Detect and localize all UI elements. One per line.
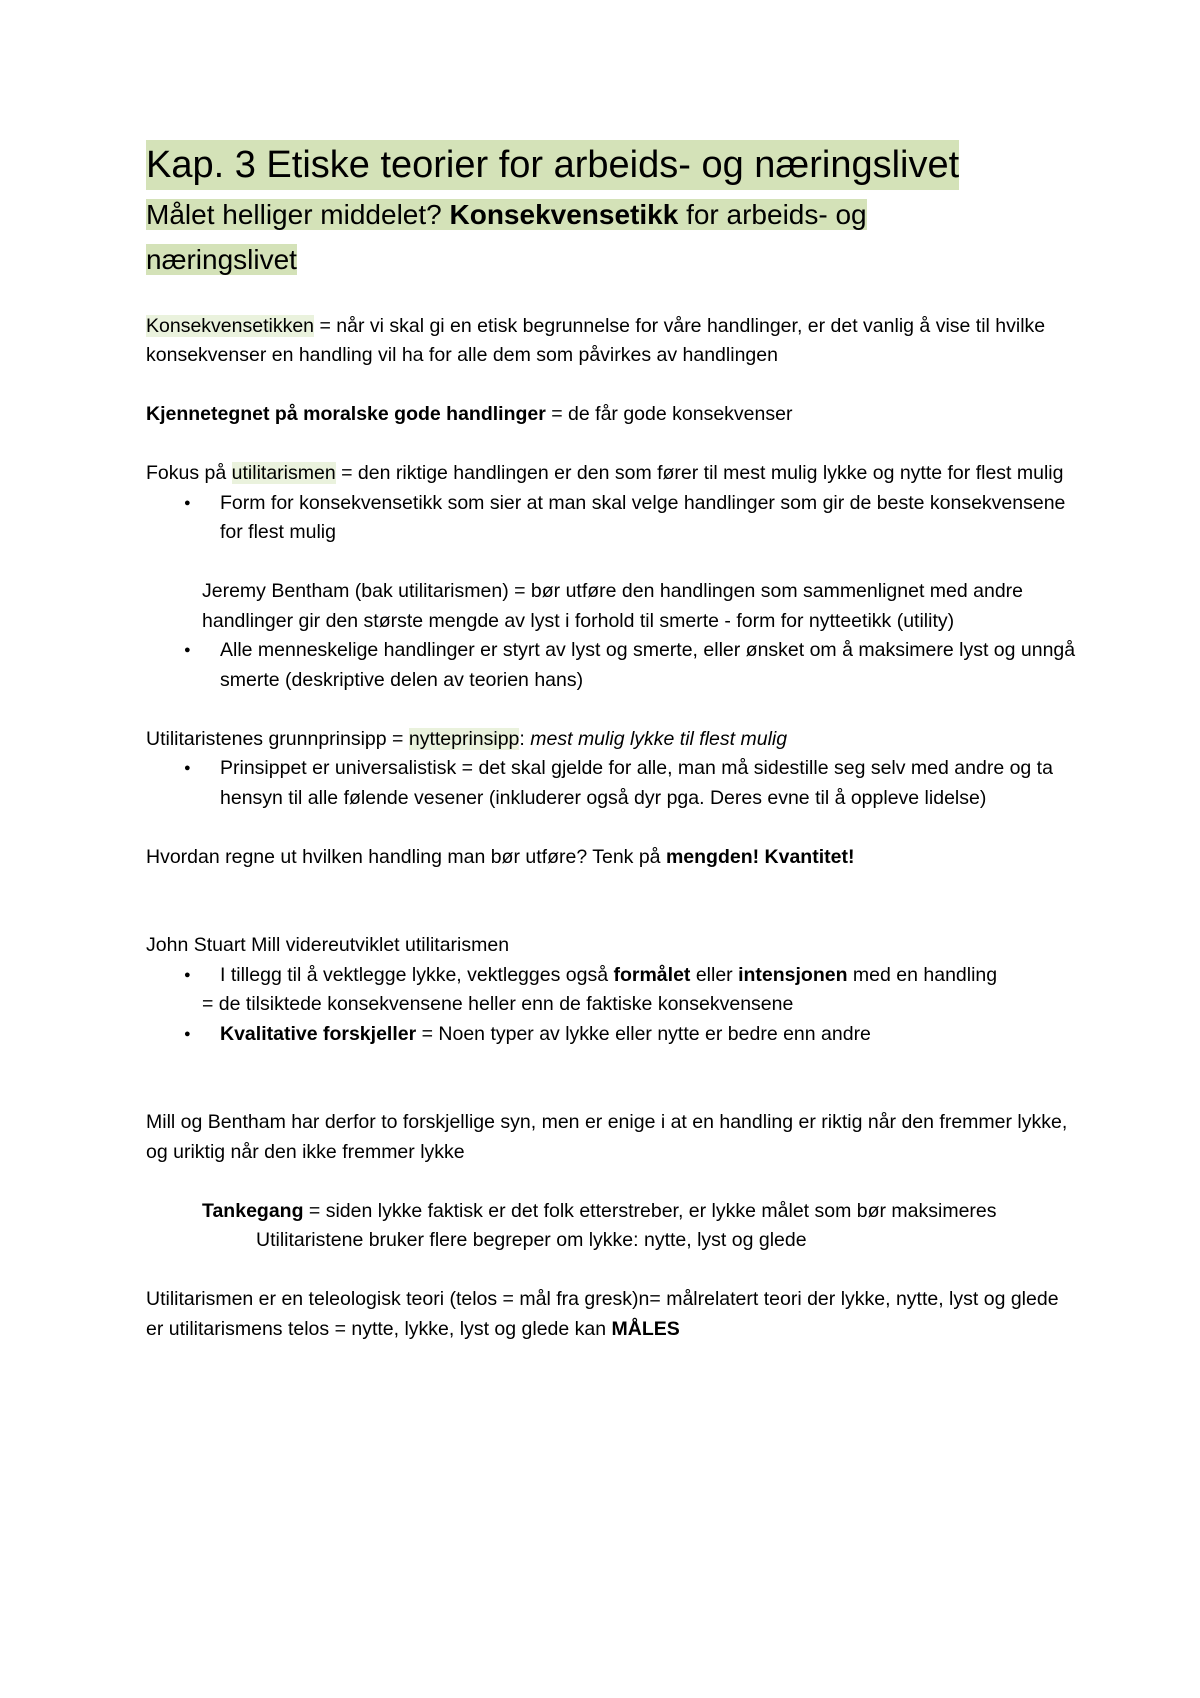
page-subtitle: Målet helliger middelet? Konsekvensetikk for arbeids- og næringslivet [146, 199, 867, 275]
term-nytteprinsipp: nytteprinsipp [408, 727, 520, 750]
list-item: ● Form for konsekvensetikk som sier at man skal velge handlinger som gir de beste konsekvensene for flest mulig [146, 489, 1076, 548]
paragraph-grunnprinsipp: Utilitaristenes grunnprinsipp = nytteprinsipp: mest mulig lykke til flest mulig [146, 727, 788, 750]
term-konsekvensetikken: Konsekvensetikken [146, 314, 315, 337]
bullet-list-prinsipp [146, 754, 1076, 813]
document-content [146, 140, 1076, 1344]
bullet-list-kvalitative [146, 1020, 1076, 1050]
paragraph-hvordan: Hvordan regne ut hvilken handling man bør utføre? Tenk på mengden! Kvantitet! [146, 845, 855, 868]
term-utilitarismen: utilitarismen [231, 462, 336, 484]
paragraph-begreper: Utilitaristene bruker flere begreper om lykke: nytte, lyst og glede [256, 1229, 807, 1251]
paragraph-bentham: Jeremy Bentham (bak utilitarismen) = bør utføre den handlingen som sammenlignet med andre handlinger gir den største mengde av lyst i forhold til smerte - form for nytteetikk (utility) [202, 580, 1024, 632]
paragraph-fokus: Fokus på utilitarismen = den riktige handlingen er den som fører til mest mulig lykke og nytte for flest mulig [146, 462, 1064, 484]
page-title: Kap. 3 Etiske teorier for arbeids- og næringslivet [146, 140, 959, 190]
paragraph-mill-bentham: Mill og Bentham har derfor to forskjellige syn, men er enige i at en handling er riktig når den fremmer lykke, og uriktig når den ikke fremmer lykke [146, 1111, 1068, 1163]
paragraph-teleologisk: Utilitarismen er en teleologisk teori (telos = mål fra gresk)n= målrelatert teori der lykke, nytte, lyst og glede er utilitarismens telos = nytte, lykke, lyst og glede kan MÅLES [146, 1288, 1059, 1340]
bullet-list-alle [146, 636, 1076, 695]
paragraph-tankegang: Tankegang = siden lykke faktisk er det folk etterstreber, er lykke målet som bør maksimeres [202, 1199, 997, 1222]
paragraph-mill: John Stuart Mill videreutviklet utilitarismen [146, 934, 510, 956]
list-item: ● I tillegg til å vektlegge lykke, vektlegges også formålet eller intensjonen med en handling [146, 961, 1076, 991]
list-item: ● Kvalitative forskjeller = Noen typer av lykke eller nytte er bedre enn andre [146, 1020, 1076, 1050]
paragraph-konsekvensetikk: Konsekvensetikken = når vi skal gi en etisk begrunnelse for våre handlinger, er det vanlig å vise til hvilke konsekvenser en handling vil ha for alle dem som påvirkes av handlingen [146, 314, 1046, 366]
list-item: ● Prinsippet er universalistisk = det skal gjelde for alle, man må sidestille seg selv med andre og ta hensyn til alle følende vesener (inkluderer også dyr pga. Deres evne til å oppleve lidelse) [146, 754, 1076, 813]
bullet-list-mill [146, 961, 1076, 991]
paragraph-tilsiktede: = de tilsiktede konsekvensene heller enn de faktiske konsekvensene [202, 993, 794, 1015]
paragraph-kjennetegn: Kjennetegnet på moralske gode handlinger = de får gode konsekvenser [146, 403, 793, 425]
bullet-list-form [146, 489, 1076, 548]
list-item: ● Alle menneskelige handlinger er styrt av lyst og smerte, eller ønsket om å maksimere lyst og unngå smerte (deskriptive delen av teorien hans) [146, 636, 1076, 695]
